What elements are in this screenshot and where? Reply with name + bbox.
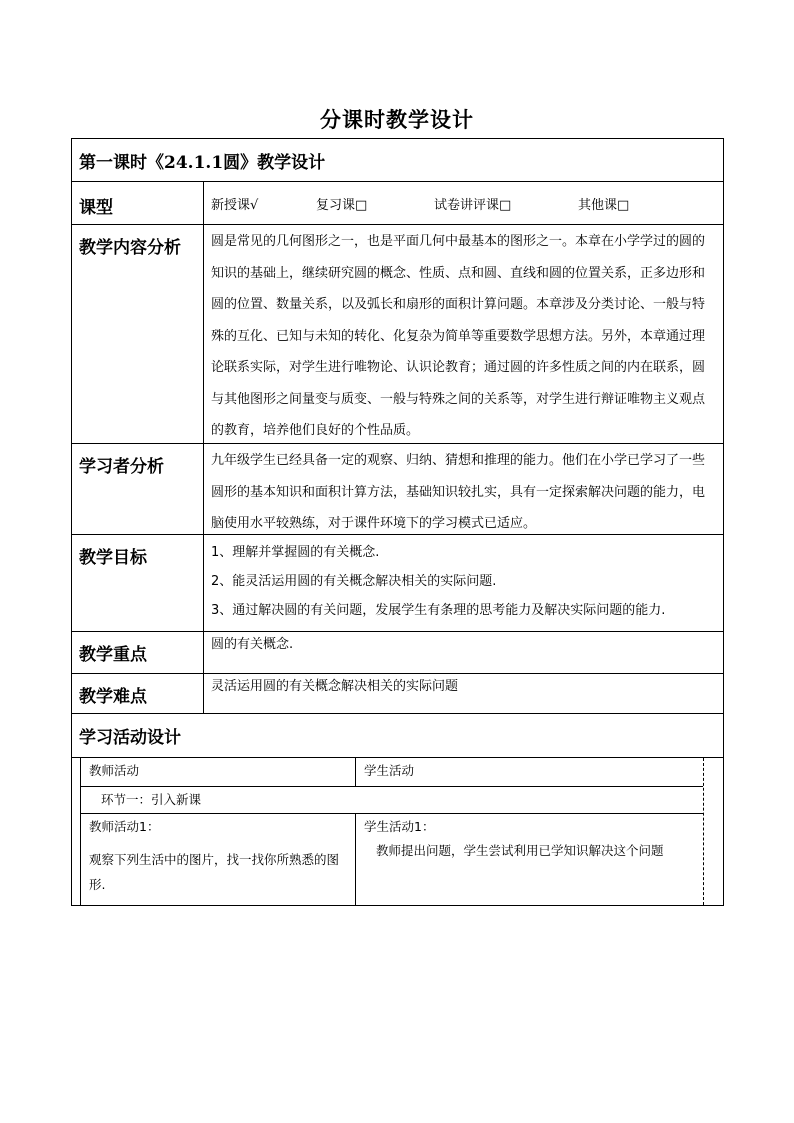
- goals-label: 教学目标: [72, 535, 204, 631]
- goal-item: 1、理解并掌握圆的有关概念.: [211, 545, 380, 560]
- activity-subtable: [80, 758, 704, 905]
- key-row: [72, 631, 723, 673]
- difficult-row: [72, 673, 723, 713]
- activity-content-row: [81, 814, 703, 905]
- difficult-label: 教学难点: [72, 674, 204, 713]
- type-option-review: 复习课□: [316, 198, 368, 213]
- type-option-new: 新授课√: [211, 198, 259, 213]
- teacher-activity-text: 观察下列生活中的图片，找一找你所熟悉的图形.: [89, 852, 340, 892]
- student-header: 学生活动: [364, 763, 415, 778]
- learner-text: 九年级学生已经具备一定的观察、归纳、猜想和推理的能力。他们在小学已学习了一些圆形的基本知识和面积计算方法，基础知识较扎实，具有一定探索解决问题的能力，电脑使用水平较熟练，对于课件环境下的学习模式已适应。: [211, 453, 706, 531]
- teacher-header: 教师活动: [81, 758, 356, 786]
- type-label: 课型: [72, 182, 204, 224]
- learner-label: 学习者分析: [72, 444, 204, 534]
- goals-row: [72, 534, 723, 631]
- lesson-title: 第一课时《24.1.1圆》教学设计: [79, 153, 326, 173]
- page-title: 分课时教学设计: [320, 107, 474, 132]
- key-text: 圆的有关概念.: [211, 637, 294, 652]
- activity-heading: 学习活动设计: [79, 728, 181, 748]
- student-activity: [356, 814, 703, 905]
- type-option-exam: 试卷讲评课□: [434, 198, 512, 213]
- type-options: [204, 182, 723, 224]
- type-row: [72, 181, 723, 224]
- student-activity-text: 教师提出问题，学生尝试利用已学知识解决这个问题: [376, 843, 664, 858]
- lesson-row: [72, 139, 723, 181]
- goal-item: 3、通过解决圆的有关问题，发展学生有条理的思考能力及解决实际问题的能力.: [211, 603, 666, 618]
- key-label: 教学重点: [72, 632, 204, 673]
- type-option-other: 其他课□: [578, 198, 630, 213]
- goals-list: [204, 535, 723, 631]
- segment-label: 环节一：引入新课: [81, 787, 703, 814]
- goal-item: 2、能灵活运用圆的有关概念解决相关的实际问题.: [211, 574, 497, 589]
- learner-row: [72, 443, 723, 534]
- activity-row: [72, 757, 723, 905]
- design-table: [71, 138, 724, 906]
- difficult-text: 灵活运用圆的有关概念解决相关的实际问题: [211, 679, 459, 694]
- content-text: 圆是常见的几何图形之一，也是平面几何中最基本的图形之一。本章在小学学过的圆的知识的基础上，继续研究圆的概念、性质、点和圆、直线和圆的位置关系，正多边形和圆的位置、数量关系，以及弧长和扇形的面积计算问题。本章涉及分类讨论、一般与特殊的互化、已知与未知的转化、化复杂为简单等重要数学思想方法。另外，本章通过理论联系实际，对学生进行唯物论、认识论教育；通过圆的许多性质之间的内在联系，圆与其他图形之间量变与质变、一般与特殊之间的关系等，对学生进行辩证唯物主义观点的教育，培养他们良好的个性品质。: [211, 234, 706, 438]
- activity-heading-row: [72, 713, 723, 757]
- activity-header-row: [81, 758, 703, 787]
- content-row: [72, 224, 723, 443]
- student-activity-title: 学生活动1：: [364, 819, 435, 834]
- teacher-activity-title: 教师活动1：: [89, 819, 160, 834]
- teacher-activity: [81, 814, 356, 905]
- content-label: 教学内容分析: [72, 225, 204, 443]
